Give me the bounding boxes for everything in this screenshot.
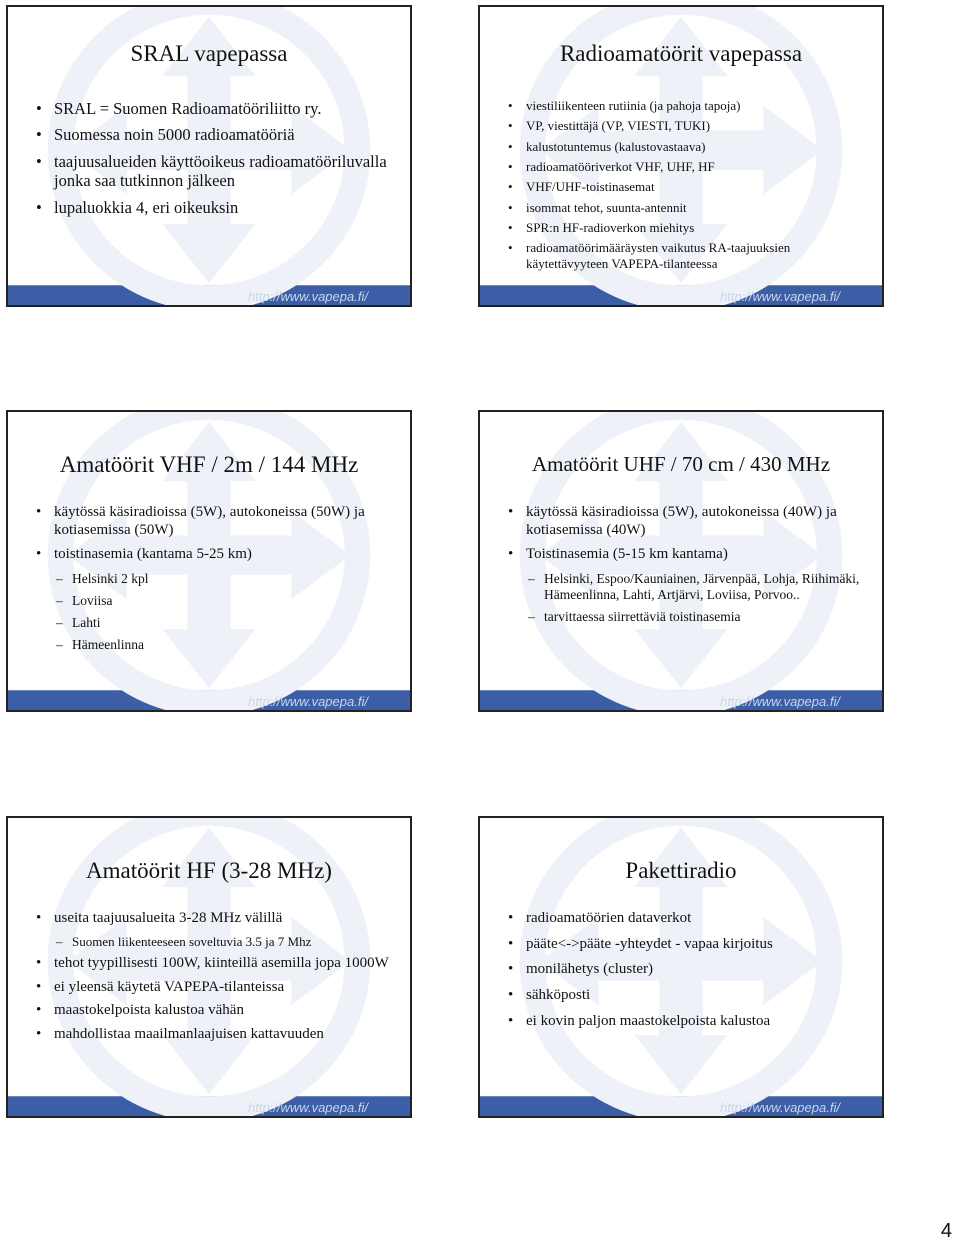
bullet-list bbox=[28, 99, 396, 224]
bullet-item: • radioamatöörien dataverkot bbox=[500, 910, 868, 928]
slide-title: Radioamatöörit vapepassa bbox=[559, 41, 803, 66]
footer-url[interactable]: http://www.vapepa.fi/ bbox=[720, 694, 840, 709]
sub-bullet-item: – Helsinki, Espoo/Kauniainen, Järvenpää, Lohja, Riihimäki, Hämeenlinna, Lahti, Artjärvi, Loviisa, Porvoo.. bbox=[500, 571, 868, 603]
bullet-item: • käytössä käsiradioissa (5W), autokoneissa (50W) ja kotiasemissa (50W) bbox=[28, 504, 396, 539]
bullet-item: • radioamatööriverkot VHF, UHF, HF bbox=[500, 159, 868, 174]
bullet-list bbox=[28, 910, 396, 1050]
bullet-item: • mahdollistaa maailmanlaajuisen kattavuuden bbox=[28, 1026, 396, 1044]
slide-title: Amatöörit UHF / 70 cm / 430 MHz bbox=[531, 452, 831, 476]
page-number: 4 bbox=[940, 1220, 952, 1242]
bullet-item: • radioamatöörimääräysten vaikutus RA-taajuuksien käytettävyyteen VAPEPA-tilanteessa bbox=[500, 240, 868, 271]
bullet-item: • maastokelpoista kalustoa vähän bbox=[28, 1002, 396, 1020]
bullet-item: • monilähetys (cluster) bbox=[500, 961, 868, 979]
sub-bullet-item: – Suomen liikenteeseen soveltuvia 3.5 ja 7 Mhz bbox=[28, 934, 396, 949]
bullet-list bbox=[28, 504, 396, 659]
bullet-item: • VP, viestittäjä (VP, VIESTI, TUKI) bbox=[500, 118, 868, 133]
bullet-item: • SRAL = Suomen Radioamatööriliitto ry. bbox=[28, 99, 396, 118]
slide-pakettiradio bbox=[478, 816, 884, 1118]
bullet-item: • käytössä käsiradioissa (5W), autokoneissa (40W) ja kotiasemissa (40W) bbox=[500, 504, 868, 539]
slide-amatoorit-vhf bbox=[6, 410, 412, 712]
bullet-item: • Suomessa noin 5000 radioamatööriä bbox=[28, 125, 396, 144]
slide-title: SRAL vapepassa bbox=[130, 41, 288, 66]
sub-bullet-item: – Helsinki 2 kpl bbox=[28, 571, 396, 587]
bullet-item: • ei yleensä käytetä VAPEPA-tilanteissa bbox=[28, 979, 396, 997]
bullet-list bbox=[500, 504, 868, 631]
sub-bullet-item: – Lahti bbox=[28, 615, 396, 631]
bullet-item: • SPR:n HF-radioverkon miehitys bbox=[500, 220, 868, 235]
bullet-list bbox=[500, 98, 868, 276]
bullet-item: • useita taajuusalueita 3-28 MHz välillä bbox=[28, 910, 396, 928]
bullet-item: • sähköposti bbox=[500, 987, 868, 1005]
footer-url[interactable]: http://www.vapepa.fi/ bbox=[248, 694, 368, 709]
bullet-item: • tehot tyypillisesti 100W, kiinteillä asemilla jopa 1000W bbox=[28, 955, 396, 973]
slide-title: Amatöörit VHF / 2m / 144 MHz bbox=[59, 452, 359, 477]
slide-title: Amatöörit HF (3-28 MHz) bbox=[86, 858, 332, 883]
bullet-item: • ei kovin paljon maastokelpoista kalustoa bbox=[500, 1013, 868, 1031]
sub-bullet-item: – Loviisa bbox=[28, 593, 396, 609]
bullet-item: • Toistinasemia (5-15 km kantama) bbox=[500, 546, 868, 564]
slide-radioamatoorit-vapepassa bbox=[478, 5, 884, 307]
bullet-item: • taajuusalueiden käyttöoikeus radioamatööriluvalla jonka saa tutkinnon jälkeen bbox=[28, 152, 396, 191]
bullet-item: • VHF/UHF-toistinasemat bbox=[500, 179, 868, 194]
bullet-item: • toistinasemia (kantama 5-25 km) bbox=[28, 546, 396, 564]
bullet-list bbox=[500, 910, 868, 1038]
bullet-item: • pääte<->pääte -yhteydet - vapaa kirjoitus bbox=[500, 936, 868, 954]
slide-sral-vapepassa bbox=[6, 5, 412, 307]
footer-url[interactable]: http://www.vapepa.fi/ bbox=[720, 1100, 840, 1115]
bullet-item: • kalustotuntemus (kalustovastaava) bbox=[500, 139, 868, 154]
bullet-item: • lupaluokkia 4, eri oikeuksin bbox=[28, 198, 396, 217]
sub-bullet-item: – Hämeenlinna bbox=[28, 637, 396, 653]
sub-bullet-item: – tarvittaessa siirrettäviä toistinasemia bbox=[500, 609, 868, 625]
footer-url[interactable]: http://www.vapepa.fi/ bbox=[248, 289, 368, 304]
slide-title: Pakettiradio bbox=[625, 858, 737, 883]
footer-url[interactable]: http://www.vapepa.fi/ bbox=[248, 1100, 368, 1115]
bullet-item: • isommat tehot, suunta-antennit bbox=[500, 200, 868, 215]
slide-amatoorit-uhf bbox=[478, 410, 884, 712]
footer-url[interactable]: http://www.vapepa.fi/ bbox=[720, 289, 840, 304]
bullet-item: • viestiliikenteen rutiinia (ja pahoja tapoja) bbox=[500, 98, 868, 113]
slide-amatoorit-hf bbox=[6, 816, 412, 1118]
